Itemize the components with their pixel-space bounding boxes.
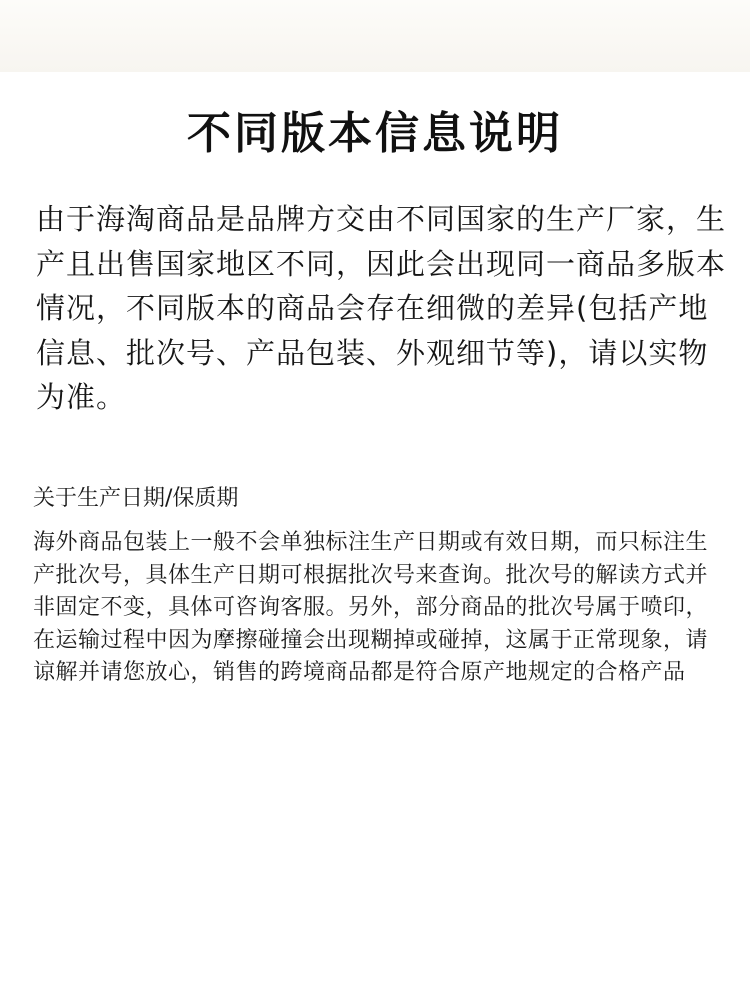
section-heading: 关于生产日期/保质期 bbox=[33, 486, 239, 511]
intro-paragraph: 由于海淘商品是品牌方交由不同国家的生产厂家，生产且出售国家地区不同，因此会出现同一商品多版本情况，不同版本的商品会存在细微的差异(包括产地信息、批次号、产品包装、外观细节等)，请以实物为准。 bbox=[36, 202, 727, 414]
page-title: 不同版本信息说明 bbox=[187, 108, 563, 159]
top-band bbox=[0, 0, 750, 72]
section-body: 海外商品包装上一般不会单独标注生产日期或有效日期，而只标注生产批次号，具体生产日期可根据批次号来查询。批次号的解读方式并非固定不变，具体可咨询客服。另外，部分商品的批次号属于喷印，在运输过程中因为摩擦碰撞会出现糊掉或碰掉，这属于正常现象，请谅解并请您放心，销售的跨境商品都是符合原产地规定的合格产品 bbox=[33, 530, 709, 686]
